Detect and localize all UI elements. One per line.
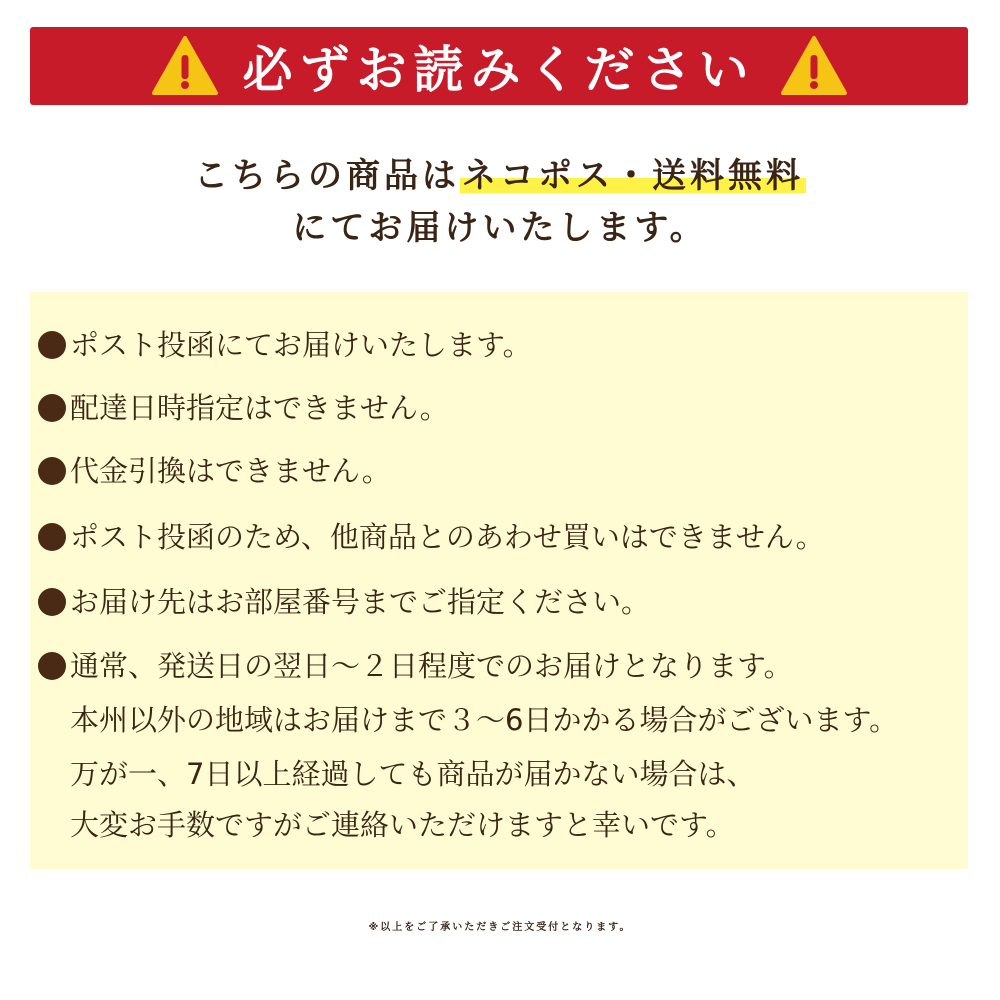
notice-item (38, 585, 650, 619)
intro-line-1 (0, 150, 1000, 202)
notice-item (38, 328, 532, 362)
notice-text: ポスト投函にてお届けいたします。 (70, 328, 532, 362)
notice-item (38, 649, 793, 683)
notice-continuation: 万が一、7日以上経過しても商品が届かない場合は、 (70, 757, 756, 791)
warning-banner (30, 27, 968, 105)
bullet-icon (38, 523, 66, 551)
warning-icon (780, 35, 848, 97)
notice-text: ポスト投函のため、他商品とのあわせ買いはできません。 (70, 520, 825, 554)
notice-continuation: 本州以外の地域はお届けまで３～6日かかる場合がございます。 (70, 703, 899, 737)
intro-prefix: こちらの商品は (194, 156, 460, 196)
footer-note: ※以上をご了承いただきご注文受付となります。 (368, 922, 632, 933)
shipping-highlight: ネコポス・送料無料 (462, 156, 804, 196)
notice-item (38, 520, 825, 554)
notice-item (38, 454, 391, 488)
notice-box (30, 292, 968, 869)
warning-icon (151, 35, 219, 97)
bullet-icon (38, 652, 66, 680)
bullet-icon (38, 457, 66, 485)
notice-text: 通常、発送日の翌日～２日程度でのお届けとなります。 (70, 649, 793, 683)
notice-continuation: 大変お手数ですがご連絡いただけますと幸いです。 (70, 808, 735, 842)
notice-text: 配達日時指定はできません。 (70, 391, 449, 425)
bullet-icon (38, 394, 66, 422)
notice-item (38, 391, 449, 425)
notice-text: お届け先はお部屋番号までご指定ください。 (70, 585, 651, 619)
intro-line-2: にてお届けいたします。 (292, 208, 708, 248)
intro-text (0, 150, 1000, 254)
banner-title: 必ずお読みください (242, 41, 756, 99)
notice-text: 代金引換はできません。 (70, 454, 391, 488)
bullet-icon (38, 331, 66, 359)
bullet-icon (38, 588, 66, 616)
